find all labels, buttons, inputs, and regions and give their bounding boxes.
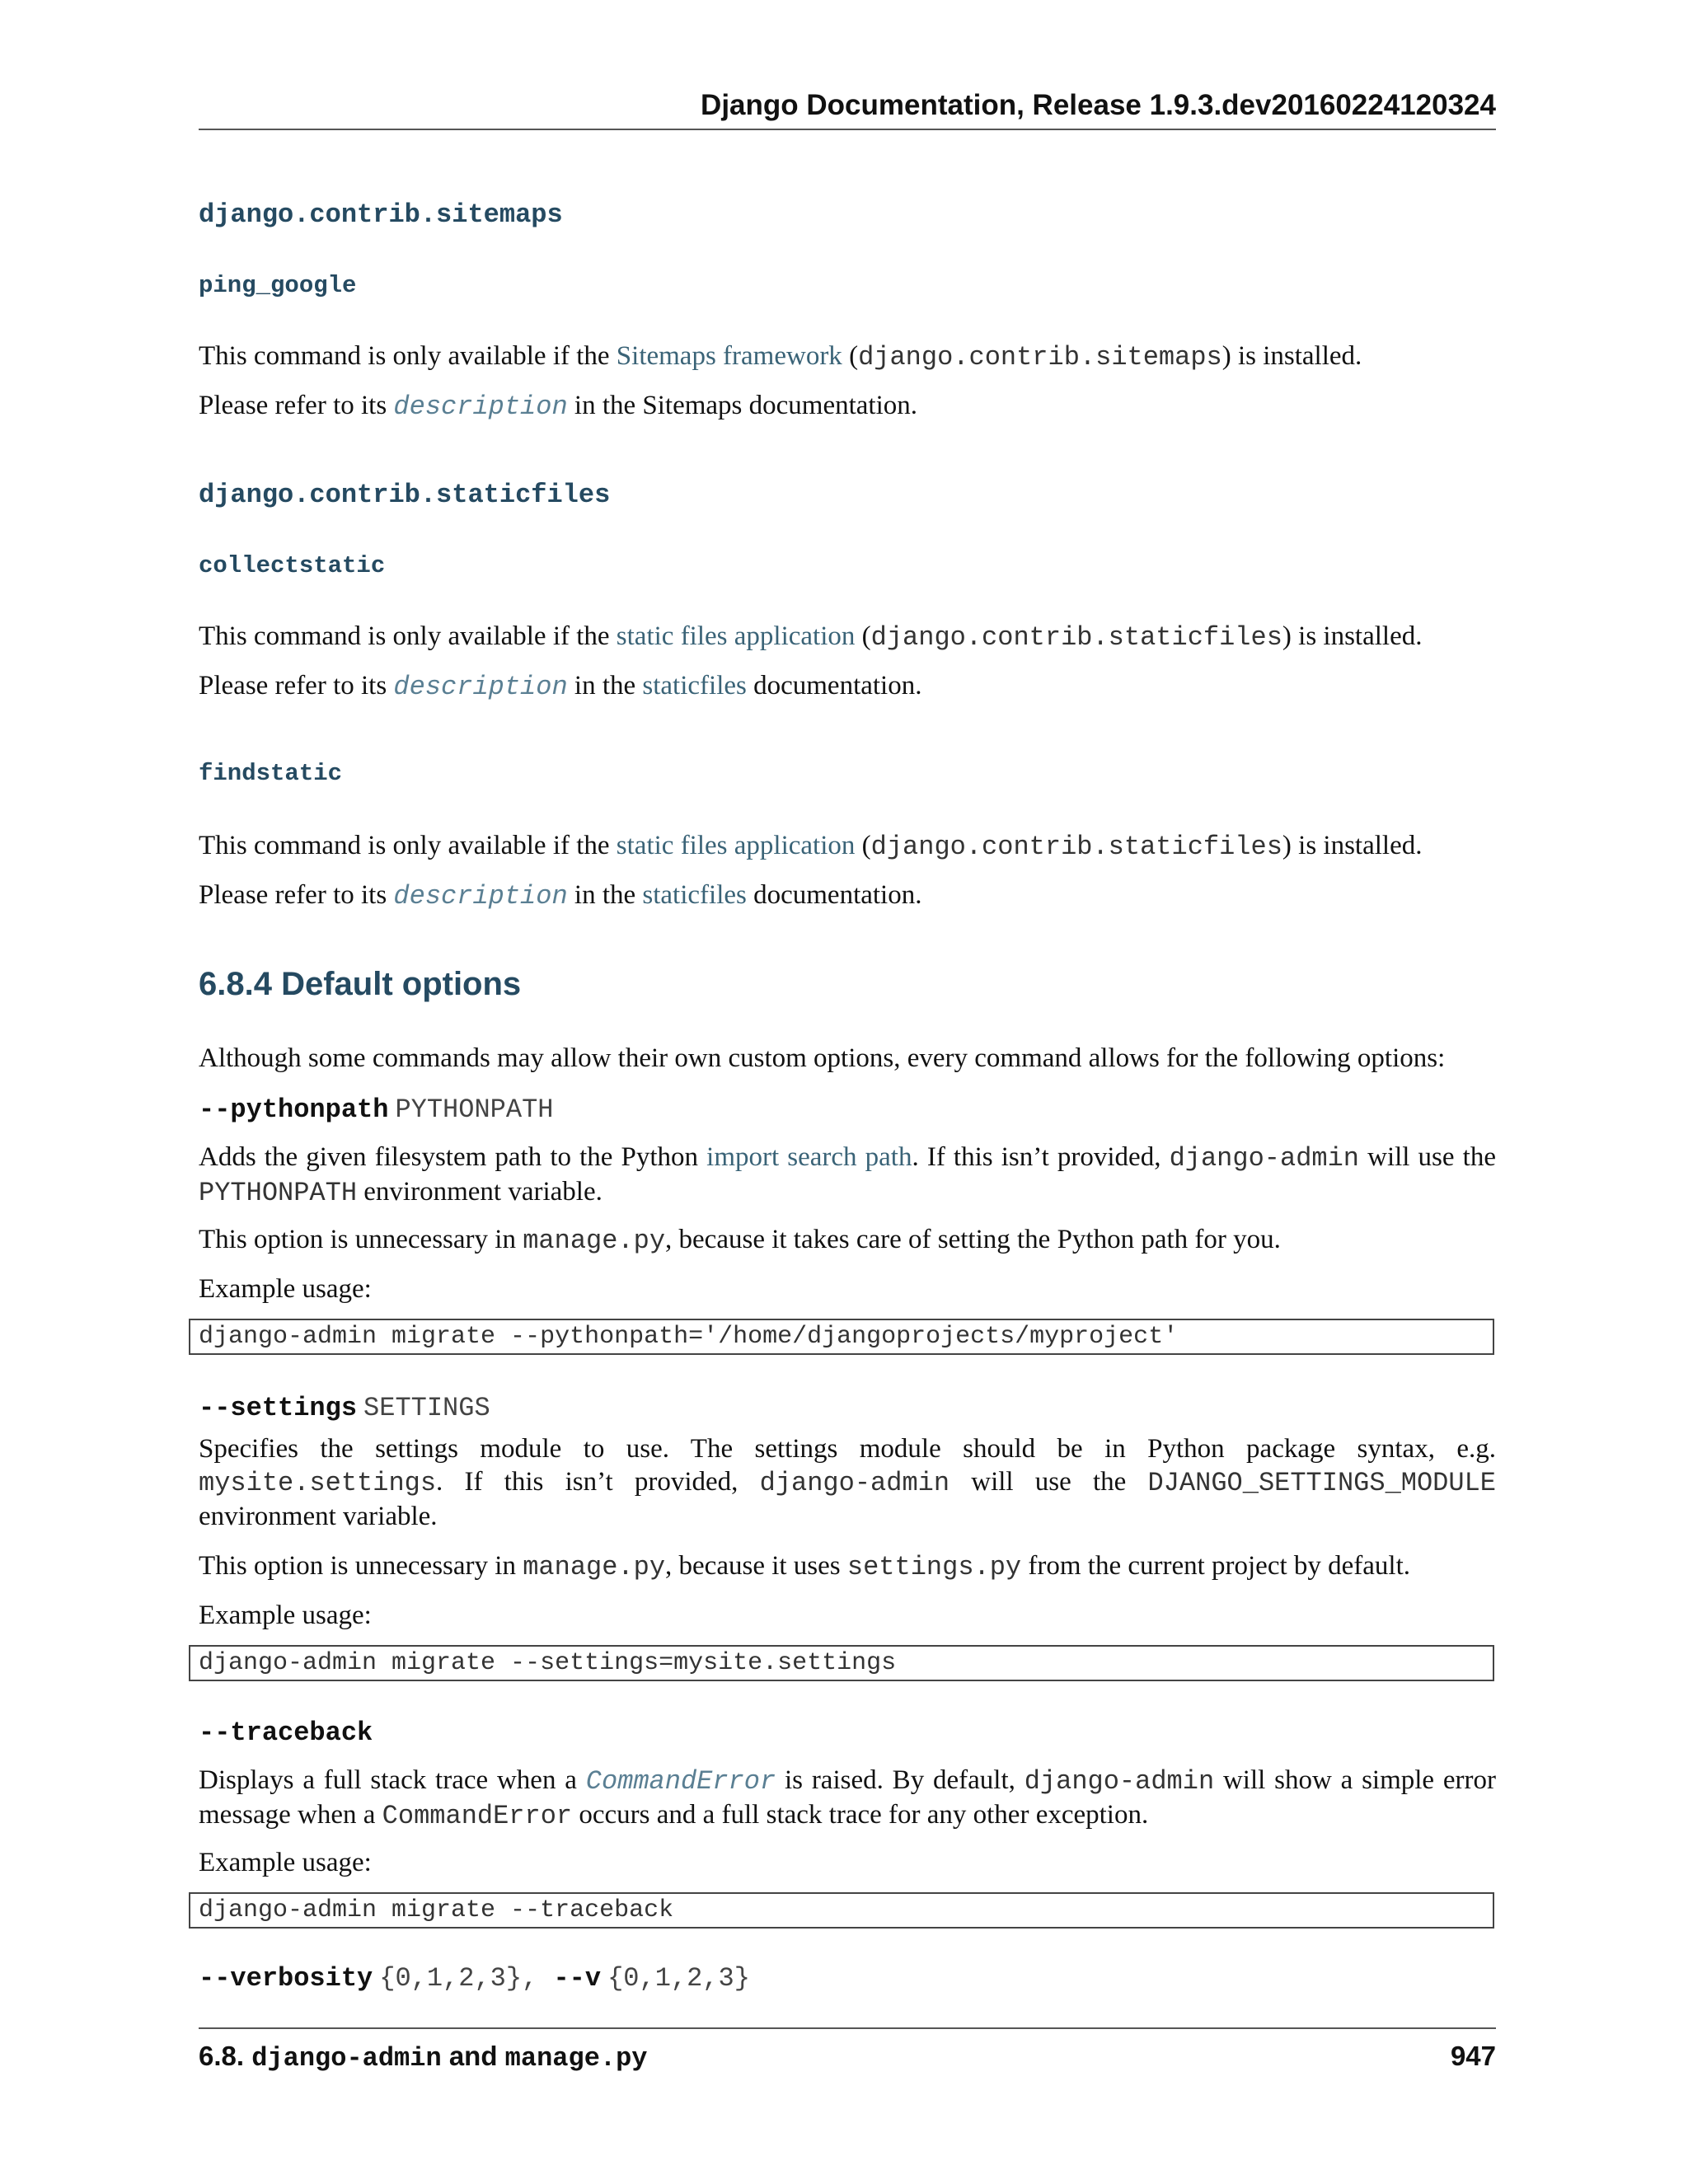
traceback-example-label: Example usage: <box>199 1848 372 1877</box>
static-files-application-link-2[interactable]: static files application <box>616 831 856 860</box>
heading-sitemaps: django.contrib.sitemaps <box>199 199 563 230</box>
option-verbosity: --verbosity {0,1,2,3}, --v {0,1,2,3} <box>199 1963 750 1994</box>
pythonpath-description-1: Adds the given filesystem path to the Python import search path. If this isn’t provided, django-admin will use the PYTHONPATH environment variable. <box>199 1142 1496 1208</box>
footer-section: 6.8. django-admin and manage.py <box>199 2041 648 2074</box>
heading-default-options: 6.8.4 Default options <box>199 966 522 1002</box>
running-header <box>199 89 1496 130</box>
defaults-intro: Although some commands may allow their own custom options, every command allows for the following options: <box>199 1043 1446 1073</box>
sitemaps-description-link[interactable]: description <box>393 391 568 422</box>
pythonpath-example-code: django-admin migrate --pythonpath='/home/djangoprojects/myproject' <box>189 1319 1494 1355</box>
collectstatic-paragraph-1: This command is only available if the static files application (django.contrib.staticfiles) is installed. <box>199 621 1423 653</box>
traceback-example-code: django-admin migrate --traceback <box>189 1892 1494 1929</box>
command-collectstatic: collectstatic <box>199 552 386 579</box>
commanderror-link[interactable]: CommandError <box>585 1766 776 1797</box>
static-files-application-link[interactable]: static files application <box>616 621 856 651</box>
sitemaps-framework-link[interactable]: Sitemaps framework <box>616 341 842 371</box>
page-number: 947 <box>1450 2041 1496 2071</box>
settings-example-code: django-admin migrate --settings=mysite.settings <box>189 1645 1494 1681</box>
collectstatic-description-link[interactable]: description <box>393 672 568 702</box>
findstatic-paragraph-2: Please refer to its description in the staticfiles documentation. <box>199 880 922 912</box>
command-ping-google: ping_google <box>199 272 357 299</box>
heading-staticfiles: django.contrib.staticfiles <box>199 480 611 510</box>
option-traceback: --traceback <box>199 1718 373 1748</box>
pythonpath-example-label: Example usage: <box>199 1274 372 1304</box>
option-pythonpath: --pythonpath PYTHONPATH <box>199 1094 554 1125</box>
findstatic-description-link[interactable]: description <box>393 881 568 912</box>
staticfiles-link[interactable]: staticfiles <box>642 671 747 701</box>
pythonpath-description-2: This option is unnecessary in manage.py, because it takes care of setting the Python path for you. <box>199 1225 1281 1256</box>
settings-description-2: This option is unnecessary in manage.py, because it uses settings.py from the current project by default. <box>199 1551 1411 1582</box>
settings-example-label: Example usage: <box>199 1601 372 1630</box>
header-title: Django Documentation, Release 1.9.3.dev20160224120324 <box>701 89 1496 121</box>
sitemaps-paragraph-1: This command is only available if the Sitemaps framework (django.contrib.sitemaps) is installed. <box>199 341 1362 373</box>
sitemaps-paragraph-2: Please refer to its description in the Sitemaps documentation. <box>199 391 917 422</box>
collectstatic-paragraph-2: Please refer to its description in the staticfiles documentation. <box>199 671 922 702</box>
command-findstatic: findstatic <box>199 760 343 787</box>
option-settings: --settings SETTINGS <box>199 1393 490 1423</box>
staticfiles-link-2[interactable]: staticfiles <box>642 880 747 910</box>
running-footer <box>199 2027 1496 2079</box>
traceback-description: Displays a full stack trace when a CommandError is raised. By default, django-admin will show a simple error message when a CommandError occurs and a full stack trace for any other exception. <box>199 1765 1496 1831</box>
settings-description-1: Specifies the settings module to use. The settings module should be in Python package syntax, e.g. mysite.settings. If this isn’t provided, django-admin will use the DJANGO_SETTINGS_MODULE environment variable. <box>199 1434 1496 1531</box>
findstatic-paragraph-1: This command is only available if the static files application (django.contrib.staticfiles) is installed. <box>199 831 1423 862</box>
import-search-path-link[interactable]: import search path <box>706 1142 912 1172</box>
